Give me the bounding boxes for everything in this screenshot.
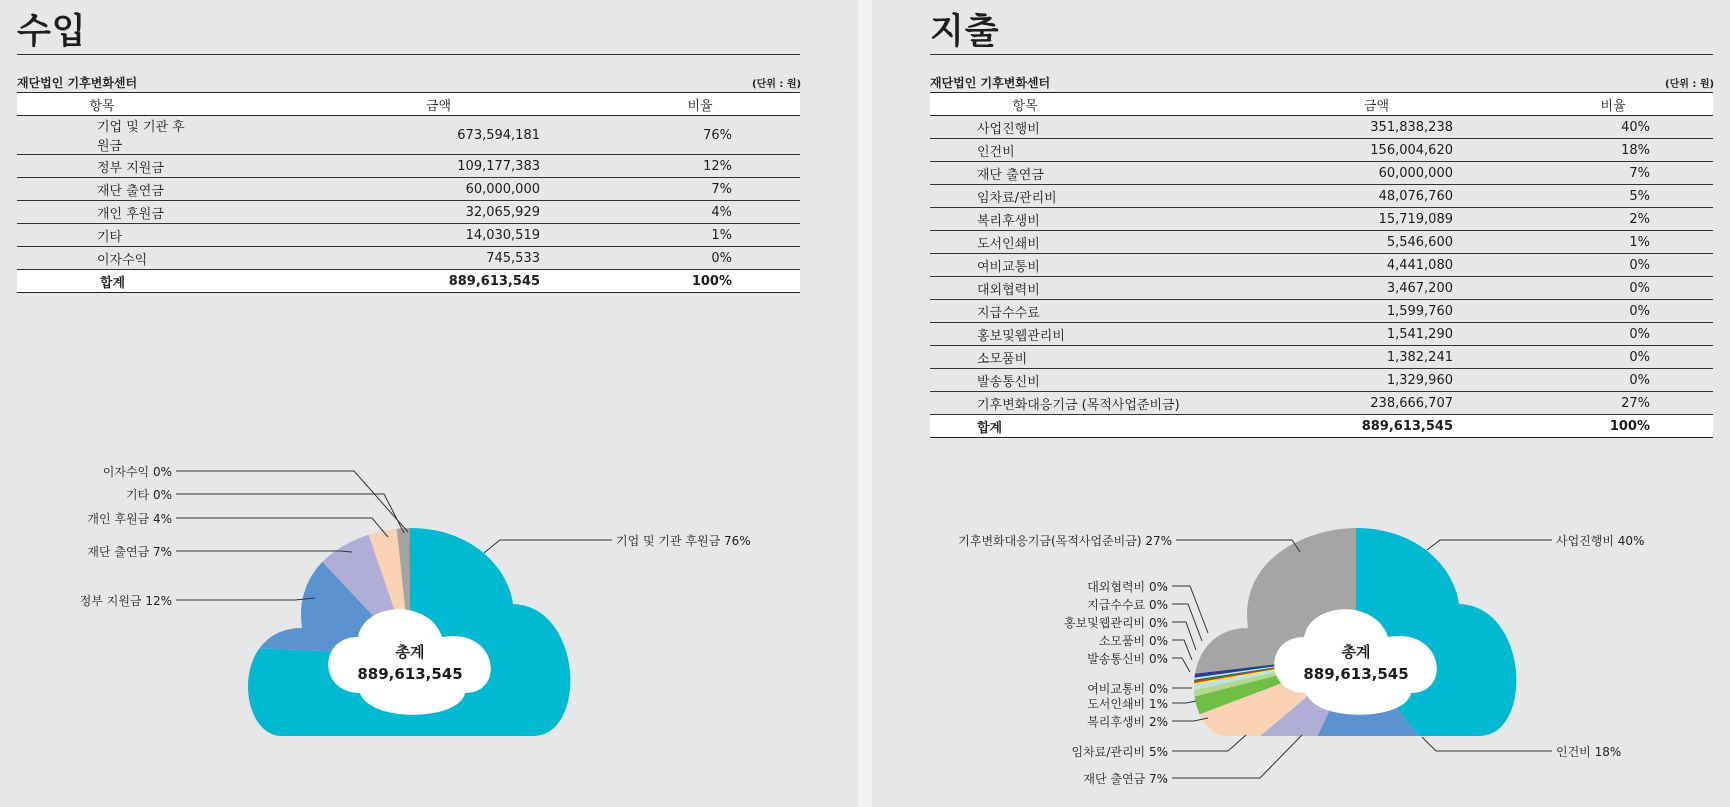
slice-label-group [484, 533, 751, 553]
cell-item: 발송통신비 [930, 369, 1180, 392]
income-unit: (단위 : 원) [752, 79, 802, 90]
leader-line [176, 598, 315, 600]
cell-item: 인건비 [930, 139, 1180, 162]
leader-line [1172, 701, 1196, 703]
col-item: 항목 [930, 93, 1180, 116]
slice-label: 복리후생비 2% [1087, 715, 1168, 729]
col-amount: 금액 [1180, 93, 1453, 116]
leader-line [1172, 735, 1302, 778]
cell-amount: 238,666,707 [1180, 392, 1453, 415]
slice-label: 대외협력비 0% [1087, 580, 1168, 594]
cell-amount: 889,613,545 [187, 270, 540, 293]
cell-amount: 15,719,089 [1180, 208, 1453, 231]
cell-item: 임차료/관리비 [930, 185, 1180, 208]
cell-ratio: 7% [540, 178, 800, 201]
cell-amount: 1,599,760 [1180, 300, 1453, 323]
leader-line [1172, 640, 1192, 660]
cell-item: 여비교통비 [930, 254, 1180, 277]
cell-ratio: 40% [1453, 116, 1713, 139]
slice-label-group [126, 487, 404, 533]
cell-ratio: 4% [540, 201, 800, 224]
slice-label: 홍보및웹관리비 0% [1064, 616, 1168, 630]
leader-line [176, 551, 352, 552]
cell-item: 기업 및 기관 후원금 [17, 116, 187, 155]
cell-item: 기후변화대응기금 (목적사업준비금) [930, 392, 1180, 415]
pie-slice-정부-지원금 [10, 364, 410, 655]
leader-line [484, 540, 612, 553]
expense-org: 재단법인 기후변화센터 [930, 76, 1051, 90]
cell-ratio: 27% [1453, 392, 1713, 415]
cell-ratio: 18% [1453, 139, 1713, 162]
slice-label-group [1072, 735, 1246, 759]
cell-ratio: 12% [540, 155, 800, 178]
col-amount: 금액 [187, 93, 540, 116]
pie-slice-재단-출연금 [136, 277, 410, 655]
center-value: 889,613,545 [1303, 665, 1409, 683]
leader-line [1176, 540, 1300, 552]
cell-ratio: 0% [1453, 300, 1713, 323]
cell-item: 사업진행비 [930, 116, 1180, 139]
slice-label: 지급수수료 0% [1087, 598, 1168, 612]
slice-label-group [87, 544, 352, 559]
cell-ratio: 1% [540, 224, 800, 247]
slice-label: 재단 출연금 7% [87, 545, 172, 559]
leader-line [176, 471, 408, 532]
cell-amount: 1,329,960 [1180, 369, 1453, 392]
leader-line [1172, 735, 1246, 751]
cell-ratio: 0% [1453, 323, 1713, 346]
cloud-pie-chart-0 [10, 255, 810, 807]
expense-unit: (단위 : 원) [1665, 79, 1715, 90]
cloud-pie-chart-1 [956, 255, 1730, 807]
slice-label-group [1087, 696, 1196, 711]
cell-amount: 60,000,000 [187, 178, 540, 201]
cell-amount: 109,177,383 [187, 155, 540, 178]
center-value: 889,613,545 [357, 665, 463, 683]
cell-ratio: 100% [540, 270, 800, 293]
cell-amount: 32,065,929 [187, 201, 540, 224]
cell-item: 이자수익 [17, 247, 187, 270]
slice-label: 기타 0% [125, 488, 172, 502]
center-label: 총계 [1341, 643, 1371, 661]
cell-amount: 48,076,760 [1180, 185, 1453, 208]
slice-label-group [80, 593, 315, 608]
cell-ratio: 0% [1453, 254, 1713, 277]
cell-item: 도서인쇄비 [930, 231, 1180, 254]
slice-label: 인건비 18% [1556, 745, 1622, 759]
slice-label: 여비교통비 0% [1087, 682, 1168, 696]
cell-amount: 156,004,620 [1180, 139, 1453, 162]
slice-label-group [87, 511, 388, 537]
cell-amount: 889,613,545 [1180, 415, 1453, 438]
slice-label-group [1087, 714, 1208, 729]
col-ratio: 비율 [1453, 93, 1713, 116]
cell-ratio: 100% [1453, 415, 1713, 438]
leader-line [1172, 658, 1190, 672]
cell-item: 대외협력비 [930, 277, 1180, 300]
slice-label-group [1427, 533, 1644, 550]
cell-amount: 745,533 [187, 247, 540, 270]
cell-item: 합계 [17, 270, 187, 293]
income-title: 수입 [17, 12, 87, 52]
slice-label-group [1087, 681, 1192, 696]
cell-ratio: 5% [1453, 185, 1713, 208]
cell-item: 개인 후원금 [17, 201, 187, 224]
cell-ratio: 0% [1453, 369, 1713, 392]
cell-ratio: 7% [1453, 162, 1713, 185]
slice-label-group [1083, 735, 1302, 786]
cell-item: 지급수수료 [930, 300, 1180, 323]
income-org: 재단법인 기후변화센터 [17, 76, 138, 90]
cell-amount: 1,382,241 [1180, 346, 1453, 369]
cell-amount: 673,594,181 [187, 116, 540, 155]
slice-label: 소모품비 0% [1098, 634, 1168, 648]
expense-title: 지출 [930, 12, 1000, 52]
cell-item: 기타 [17, 224, 187, 247]
cell-ratio: 76% [540, 116, 800, 155]
leader-line [176, 518, 388, 537]
cell-ratio: 1% [1453, 231, 1713, 254]
slice-label: 재단 출연금 7% [1083, 772, 1168, 786]
slice-label: 기업 및 기관 후원금 76% [616, 534, 751, 548]
col-ratio: 비율 [540, 93, 800, 116]
cell-item: 복리후생비 [930, 208, 1180, 231]
cell-ratio: 0% [540, 247, 800, 270]
cell-item: 재단 출연금 [17, 178, 187, 201]
cell-amount: 351,838,238 [1180, 116, 1453, 139]
cell-amount: 60,000,000 [1180, 162, 1453, 185]
cell-amount: 14,030,519 [187, 224, 540, 247]
cell-item: 정부 지원금 [17, 155, 187, 178]
slice-label: 이자수익 0% [102, 465, 172, 479]
cell-amount: 1,541,290 [1180, 323, 1453, 346]
cell-item: 소모품비 [930, 346, 1180, 369]
slice-label: 임차료/관리비 5% [1071, 745, 1168, 759]
slice-label: 사업진행비 40% [1556, 534, 1645, 548]
slice-label: 기후변화대응기금(목적사업준비금) 27% [958, 534, 1172, 548]
cell-item: 합계 [930, 415, 1180, 438]
cell-amount: 3,467,200 [1180, 277, 1453, 300]
slice-label: 도서인쇄비 1% [1087, 697, 1168, 711]
leader-line [1172, 622, 1196, 650]
cell-ratio: 2% [1453, 208, 1713, 231]
leader-line [1422, 737, 1552, 751]
pie-slice-사업진행비 [1356, 255, 1730, 807]
cell-amount: 5,546,600 [1180, 231, 1453, 254]
leader-line [1427, 540, 1552, 550]
slice-label: 발송통신비 0% [1087, 652, 1168, 666]
slice-label-group [1087, 651, 1190, 672]
slice-label-group [1422, 737, 1621, 759]
cell-amount: 4,441,080 [1180, 254, 1453, 277]
col-item: 항목 [17, 93, 187, 116]
leader-line [176, 494, 404, 533]
cell-ratio: 0% [1453, 277, 1713, 300]
cell-item: 재단 출연금 [930, 162, 1180, 185]
slice-label-group [958, 533, 1300, 552]
slice-label: 개인 후원금 4% [87, 512, 172, 526]
cell-item: 홍보및웹관리비 [930, 323, 1180, 346]
center-label: 총계 [395, 643, 425, 661]
slice-label: 정부 지원금 12% [79, 594, 172, 608]
cell-ratio: 0% [1453, 346, 1713, 369]
